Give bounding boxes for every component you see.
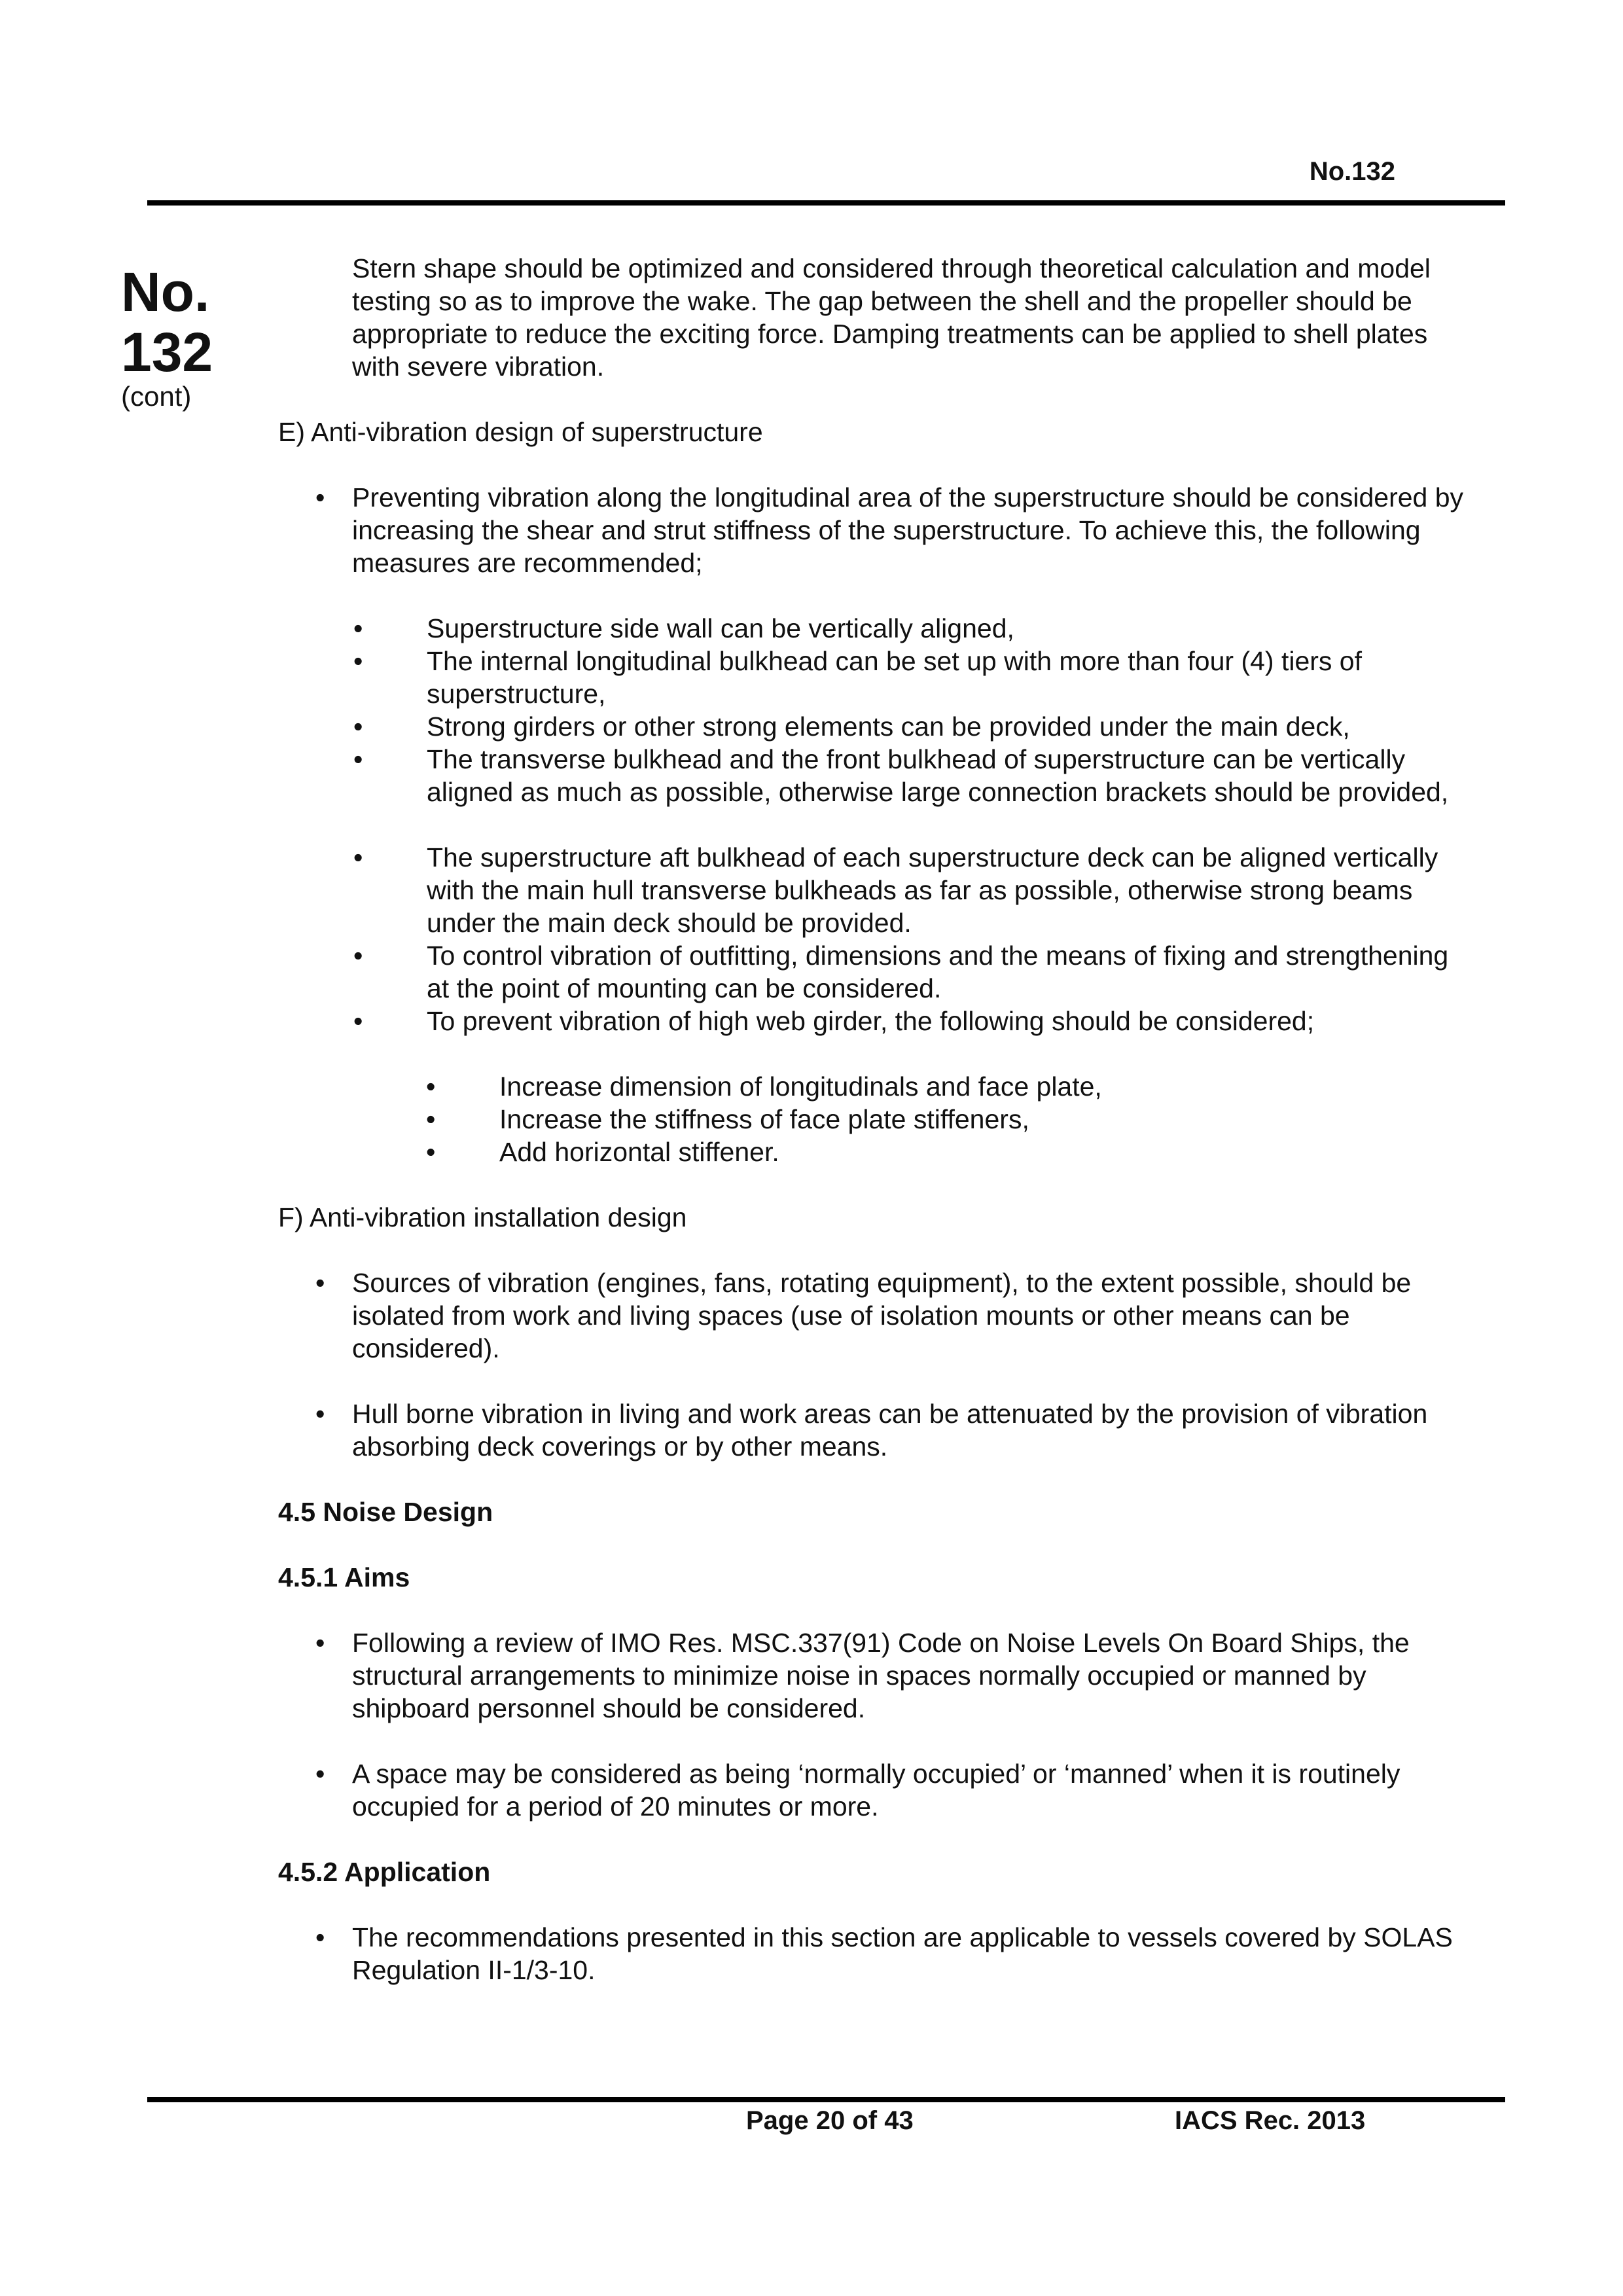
list-item bbox=[353, 645, 1467, 710]
list-item bbox=[315, 1757, 1465, 1823]
bullet-text: Strong girders or other strong elements can be provided under the main deck, bbox=[427, 711, 1350, 742]
bullet-text: The transverse bulkhead and the front bulkhead of superstructure can be vertically aligned as much as possible, otherwise large connection brackets should be provided, bbox=[427, 744, 1449, 807]
sidebar-no-label: No. bbox=[121, 261, 210, 323]
footer-rule bbox=[147, 2097, 1505, 2102]
header-doc-number: No.132 bbox=[1309, 157, 1395, 186]
footer-page-number: Page 20 of 43 bbox=[746, 2106, 914, 2135]
bullet-icon: • bbox=[315, 1399, 325, 1429]
footer-rec-label: IACS Rec. 2013 bbox=[1175, 2106, 1366, 2135]
list-item bbox=[315, 1266, 1465, 1365]
list-item bbox=[353, 743, 1467, 808]
bullet-icon: • bbox=[315, 1759, 325, 1789]
bullet-icon: • bbox=[426, 1137, 436, 1167]
bullet-text: A space may be considered as being ‘normally occupied’ or ‘manned’ when it is routinely occupied for a period of 20 minutes or more. bbox=[352, 1759, 1400, 1821]
bullet-icon: • bbox=[353, 1006, 363, 1036]
bullet-icon: • bbox=[353, 613, 363, 643]
section-4-5-1-heading: 4.5.1 Aims bbox=[278, 1562, 410, 1592]
bullet-text: Increase dimension of longitudinals and face plate, bbox=[499, 1071, 1102, 1102]
bullet-icon: • bbox=[353, 646, 363, 676]
bullet-icon: • bbox=[315, 1628, 325, 1658]
bullet-text: To control vibration of outfitting, dimensions and the means of fixing and strengthening at the point of mounting can be considered. bbox=[427, 941, 1449, 1003]
list-item bbox=[426, 1136, 1468, 1168]
list-item bbox=[353, 939, 1467, 1005]
section-4-5-2-heading: 4.5.2 Application bbox=[278, 1857, 491, 1887]
list-item bbox=[426, 1103, 1468, 1136]
bullet-icon: • bbox=[353, 744, 363, 774]
list-item bbox=[353, 710, 1467, 743]
list-item bbox=[315, 1921, 1465, 1986]
sidebar-number bbox=[121, 262, 213, 383]
bullet-text: The superstructure aft bulkhead of each superstructure deck can be aligned vertically with the main hull transverse bulkheads as far as possible, otherwise strong beams under the main deck should be provided. bbox=[427, 842, 1438, 938]
list-item bbox=[426, 1070, 1468, 1103]
section-e-heading: E) Anti-vibration design of superstructure bbox=[278, 417, 763, 447]
list-item bbox=[353, 1005, 1467, 1037]
list-item bbox=[353, 612, 1467, 645]
section-4-5-heading: 4.5 Noise Design bbox=[278, 1497, 493, 1527]
bullet-icon: • bbox=[315, 1922, 325, 1952]
bullet-icon: • bbox=[426, 1071, 436, 1102]
intro-paragraph: Stern shape should be optimized and considered through theoretical calculation and model testing so as to improve the wake. The gap between the shell and the propeller should be appropriate to reduce the exciting force. Damping treatments can be applied to shell plates with severe vibration. bbox=[352, 253, 1431, 382]
sidebar-number-value: 132 bbox=[121, 321, 213, 384]
list-item bbox=[315, 1397, 1465, 1463]
bullet-text: Add horizontal stiffener. bbox=[499, 1137, 779, 1167]
bullet-icon: • bbox=[353, 842, 363, 872]
bullet-icon: • bbox=[353, 941, 363, 971]
bullet-text: Superstructure side wall can be vertically aligned, bbox=[427, 613, 1014, 643]
bullet-text: Sources of vibration (engines, fans, rotating equipment), to the extent possible, should be isolated from work and living spaces (use of isolation mounts or other means can be considered). bbox=[352, 1268, 1412, 1363]
bullet-icon: • bbox=[426, 1104, 436, 1134]
sidebar-cont-label: (cont) bbox=[121, 381, 192, 412]
bullet-text: Hull borne vibration in living and work areas can be attenuated by the provision of vibration absorbing deck coverings or by other means. bbox=[352, 1399, 1428, 1462]
list-item bbox=[315, 481, 1465, 579]
list-item bbox=[315, 1626, 1465, 1725]
bullet-text: Preventing vibration along the longitudinal area of the superstructure should be considered by increasing the shear and strut stiffness of the superstructure. To achieve this, the following measures are recommended; bbox=[352, 482, 1464, 578]
bullet-icon: • bbox=[353, 711, 363, 742]
bullet-text: The recommendations presented in this section are applicable to vessels covered by SOLAS Regulation II-1/3-10. bbox=[352, 1922, 1453, 1985]
bullet-text: Following a review of IMO Res. MSC.337(91) Code on Noise Levels On Board Ships, the structural arrangements to minimize noise in spaces normally occupied or manned by shipboard personnel should be considered. bbox=[352, 1628, 1410, 1723]
bullet-text: Increase the stiffness of face plate stiffeners, bbox=[499, 1104, 1029, 1134]
header-rule bbox=[147, 200, 1505, 206]
bullet-icon: • bbox=[315, 1268, 325, 1298]
list-item bbox=[353, 841, 1467, 939]
section-f-heading: F) Anti-vibration installation design bbox=[278, 1202, 687, 1232]
bullet-text: To prevent vibration of high web girder, the following should be considered; bbox=[427, 1006, 1315, 1036]
bullet-icon: • bbox=[315, 482, 325, 512]
bullet-text: The internal longitudinal bulkhead can be set up with more than four (4) tiers of superstructure, bbox=[427, 646, 1362, 709]
